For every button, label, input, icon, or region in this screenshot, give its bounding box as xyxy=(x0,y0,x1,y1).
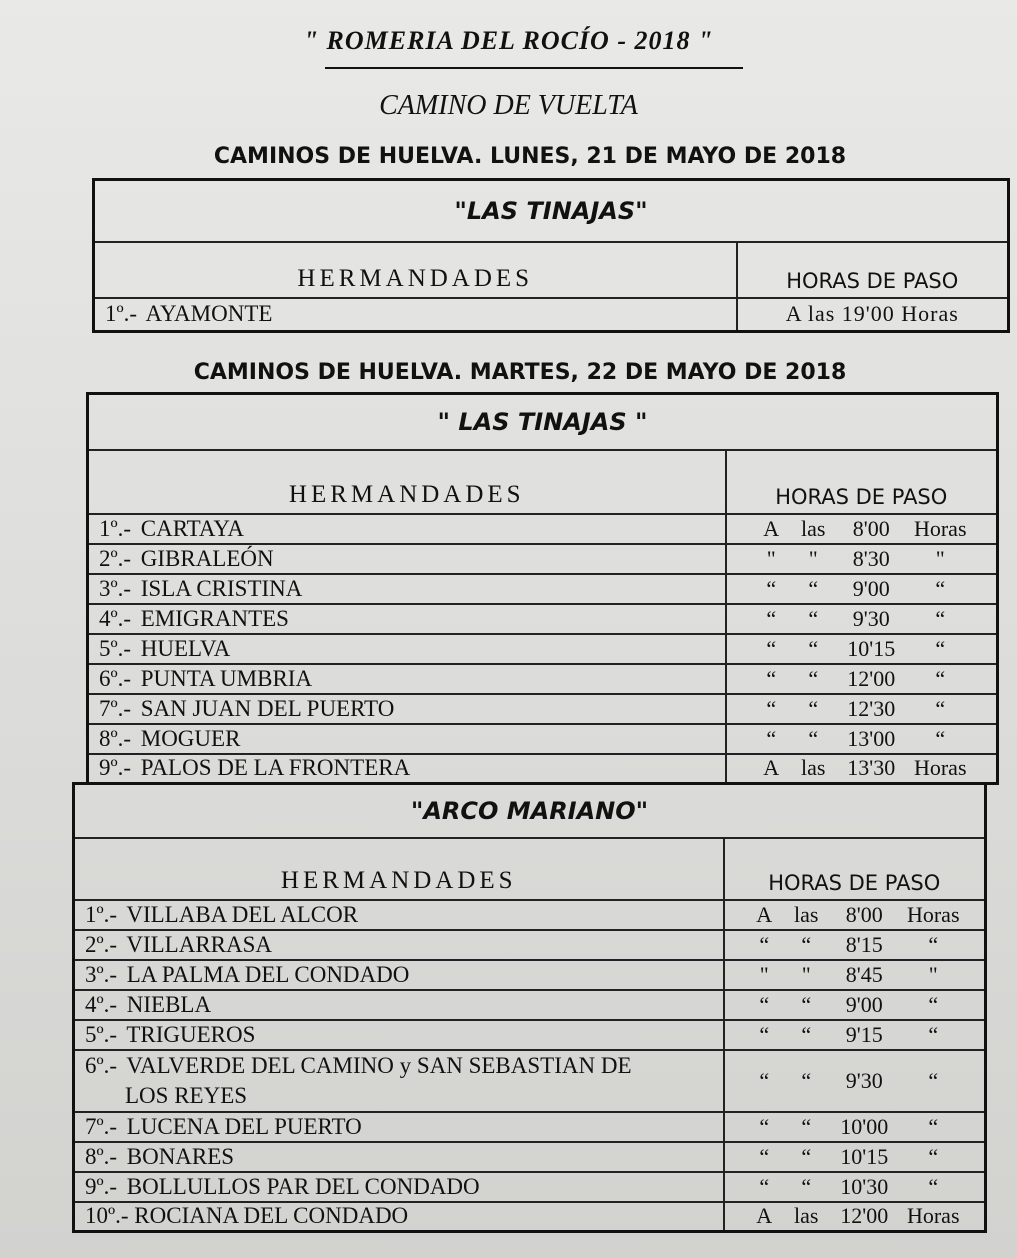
row-ordinal: 5º.- xyxy=(85,1021,118,1047)
table-row-name xyxy=(88,664,726,694)
time-prep: “ xyxy=(801,1143,812,1169)
time-value: 10'15 xyxy=(847,635,896,661)
time-value: 8'15 xyxy=(845,931,883,957)
time-prefix: “ xyxy=(766,605,777,631)
document-title: " ROMERIA DEL ROCÍO - 2018 " xyxy=(303,26,714,55)
row-hermandad: VILLABA DEL ALCOR xyxy=(126,901,359,927)
las-tinajas-venue: " LAS TINAJAS " xyxy=(88,394,998,450)
row-ordinal: 6º.- xyxy=(99,665,132,691)
time-prefix: “ xyxy=(766,695,777,721)
time-prefix: “ xyxy=(766,635,777,661)
table-row-name xyxy=(74,1172,724,1202)
row-hermandad: TRIGUEROS xyxy=(126,1021,256,1047)
time-prefix: “ xyxy=(766,575,777,601)
table-row-name xyxy=(88,634,726,664)
time-prep: “ xyxy=(808,605,819,631)
arco-mariano-venue: "ARCO MARIANO" xyxy=(74,784,986,838)
time-value: 12'00 xyxy=(847,665,896,691)
time-prefix: A xyxy=(763,755,780,781)
time-suffix: Horas xyxy=(913,755,967,781)
row-hermandad: LUCENA DEL PUERTO xyxy=(126,1113,362,1139)
table-row-time xyxy=(724,1202,986,1232)
day2-arco-mariano-table xyxy=(72,782,987,1233)
time-prep: “ xyxy=(801,1173,812,1199)
table-row-time xyxy=(724,1172,986,1202)
time-suffix: “ xyxy=(928,931,939,957)
day1-col-hermandades: HERMANDADES xyxy=(94,242,737,298)
row-ordinal: 7º.- xyxy=(99,695,132,721)
time-prefix: “ xyxy=(759,931,770,957)
row-hermandad-continued: LOS REYES xyxy=(125,1082,248,1108)
time-prefix: “ xyxy=(766,725,777,751)
table-row-name xyxy=(74,1202,724,1232)
time-prefix: " xyxy=(766,545,776,571)
time-suffix: Horas xyxy=(913,515,967,541)
time-prep: “ xyxy=(801,1067,812,1093)
table-row-name xyxy=(88,754,726,784)
table-row-name xyxy=(74,1020,724,1050)
time-suffix: “ xyxy=(935,665,946,691)
table-row-time xyxy=(726,724,998,754)
time-value: 13'00 xyxy=(847,725,896,751)
table-row-time xyxy=(724,930,986,960)
table-row-time xyxy=(724,1112,986,1142)
time-prep: “ xyxy=(808,575,819,601)
time-value: 8'00 xyxy=(845,901,883,927)
time-prep: las xyxy=(801,755,826,781)
row-ordinal: 1º.- xyxy=(85,901,118,927)
row-ordinal: 4º.- xyxy=(99,605,132,631)
time-suffix: Horas xyxy=(906,1203,960,1229)
time-value: 13'30 xyxy=(847,755,896,781)
time-suffix: “ xyxy=(935,635,946,661)
time-suffix: " xyxy=(935,545,945,571)
table-row-name xyxy=(74,900,724,930)
row-hermandad: GIBRALEÓN xyxy=(140,545,274,571)
table-row-name xyxy=(74,1050,724,1112)
row-hermandad: NIEBLA xyxy=(126,991,212,1017)
table-row-time xyxy=(724,900,986,930)
time-prefix: “ xyxy=(759,991,770,1017)
table-row-time xyxy=(726,664,998,694)
time-prefix: “ xyxy=(759,1143,770,1169)
table-row-name xyxy=(88,514,726,544)
time-suffix: Horas xyxy=(906,901,960,927)
row-ordinal: 9º.- xyxy=(99,755,132,781)
table-row-time xyxy=(726,634,998,664)
table-row-time xyxy=(724,990,986,1020)
day1-heading: CAMINOS DE HUELVA. LUNES, 21 DE MAYO DE 2018 xyxy=(213,144,847,169)
row-ordinal: 1º.- xyxy=(99,515,132,541)
time-prefix: “ xyxy=(759,1173,770,1199)
table-row-name xyxy=(74,1142,724,1172)
table-row-name xyxy=(74,1112,724,1142)
table-row-time xyxy=(726,754,998,784)
document-subtitle: CAMINO DE VUELTA xyxy=(379,90,638,121)
time-prefix: A xyxy=(756,1203,773,1229)
table-row-time xyxy=(726,694,998,724)
time-prep: las xyxy=(794,1203,819,1229)
row-hermandad: AYAMONTE xyxy=(145,301,273,327)
time-value: 9'00 xyxy=(845,991,883,1017)
table-row-name xyxy=(74,930,724,960)
time-value: 12'30 xyxy=(847,695,896,721)
row-ordinal: 4º.- xyxy=(85,991,118,1017)
table-row-name xyxy=(94,298,737,332)
row-hermandad: PALOS DE LA FRONTERA xyxy=(140,755,411,781)
row-ordinal: 2º.- xyxy=(99,545,132,571)
time-prefix: “ xyxy=(766,665,777,691)
row-ordinal: 5º.- xyxy=(99,635,132,661)
time-prefix: “ xyxy=(759,1021,770,1047)
time-value: 10'15 xyxy=(840,1143,889,1169)
time-suffix: “ xyxy=(928,1113,939,1139)
row-hermandad: PUNTA UMBRIA xyxy=(140,665,313,691)
table-row-name xyxy=(88,724,726,754)
time-value: 9'30 xyxy=(852,605,890,631)
row-ordinal: 3º.- xyxy=(99,575,132,601)
arco-mariano-col-hermandades: HERMANDADES xyxy=(74,838,724,900)
time-suffix: “ xyxy=(928,1067,939,1093)
row-ordinal: 10º.- xyxy=(85,1203,129,1229)
row-hermandad: BONARES xyxy=(126,1143,235,1169)
time-prep: “ xyxy=(808,725,819,751)
time-suffix: “ xyxy=(928,1143,939,1169)
time-value: 9'15 xyxy=(845,1021,883,1047)
time-suffix: “ xyxy=(935,725,946,751)
table-row-name xyxy=(88,574,726,604)
title-underline xyxy=(325,67,743,69)
time-prefix: “ xyxy=(759,1113,770,1139)
time-prep: “ xyxy=(808,635,819,661)
time-value: 8'30 xyxy=(852,545,890,571)
row-hermandad: ISLA CRISTINA xyxy=(140,575,303,601)
table-row-name xyxy=(88,694,726,724)
time-prep: “ xyxy=(808,695,819,721)
row-hermandad: EMIGRANTES xyxy=(140,605,289,631)
time-suffix: " xyxy=(928,961,938,987)
table-row-time xyxy=(724,1142,986,1172)
table-row-time xyxy=(726,514,998,544)
time-prep: “ xyxy=(801,931,812,957)
time-value: 8'00 xyxy=(852,515,890,541)
row-hermandad: MOGUER xyxy=(140,725,241,751)
time-prep: las xyxy=(794,901,819,927)
row-hermandad: VILLARRASA xyxy=(126,931,273,957)
time-prefix: " xyxy=(759,961,769,987)
day2-heading: CAMINOS DE HUELVA. MARTES, 22 DE MAYO DE 2018 xyxy=(193,360,847,385)
table-row-name xyxy=(88,544,726,574)
row-ordinal: 8º.- xyxy=(99,725,132,751)
day1-table xyxy=(92,178,1010,333)
day1-venue: "LAS TINAJAS" xyxy=(94,180,1009,242)
row-ordinal: 3º.- xyxy=(85,961,118,987)
row-ordinal: 9º.- xyxy=(85,1173,118,1199)
table-row-time xyxy=(726,574,998,604)
row-hermandad: SAN JUAN DEL PUERTO xyxy=(140,695,395,721)
las-tinajas-col-hermandades: HERMANDADES xyxy=(88,450,726,514)
time-prefix: A xyxy=(756,901,773,927)
time-value: 9'00 xyxy=(852,575,890,601)
time-suffix: “ xyxy=(928,1173,939,1199)
table-row-name xyxy=(74,960,724,990)
row-hermandad: BOLLULLOS PAR DEL CONDADO xyxy=(126,1173,480,1199)
time-value: 12'00 xyxy=(840,1203,889,1229)
table-row-time xyxy=(726,544,998,574)
arco-mariano-col-horas: HORAS DE PASO xyxy=(724,838,986,900)
table-row-name xyxy=(88,604,726,634)
day1-col-horas: HORAS DE PASO xyxy=(737,242,1009,298)
row-hermandad: VALVERDE DEL CAMINO y SAN SEBASTIAN DE xyxy=(126,1052,632,1078)
row-ordinal: 6º.- xyxy=(85,1052,118,1078)
table-row-time xyxy=(724,1050,986,1112)
row-time: A las 19'00 Horas xyxy=(785,301,959,327)
time-suffix: “ xyxy=(935,695,946,721)
time-prep: “ xyxy=(801,1021,812,1047)
time-suffix: “ xyxy=(928,991,939,1017)
row-hermandad: HUELVA xyxy=(140,635,231,661)
time-prefix: “ xyxy=(759,1067,770,1093)
row-hermandad: CARTAYA xyxy=(140,515,245,541)
time-prep: " xyxy=(801,961,811,987)
time-value: 9'30 xyxy=(845,1067,883,1093)
row-hermandad: ROCIANA DEL CONDADO xyxy=(134,1203,409,1229)
las-tinajas-col-horas: HORAS DE PASO xyxy=(726,450,998,514)
time-prep: “ xyxy=(801,1113,812,1139)
time-prefix: A xyxy=(763,515,780,541)
table-row-time xyxy=(724,1020,986,1050)
time-prep: “ xyxy=(801,991,812,1017)
time-value: 10'30 xyxy=(840,1173,889,1199)
time-prep: las xyxy=(801,515,826,541)
row-hermandad: LA PALMA DEL CONDADO xyxy=(126,961,410,987)
table-row-time xyxy=(737,298,1009,332)
day2-las-tinajas-table xyxy=(86,392,999,785)
time-suffix: “ xyxy=(935,605,946,631)
time-value: 8'45 xyxy=(845,961,883,987)
row-ordinal: 7º.- xyxy=(85,1113,118,1139)
table-row-name xyxy=(74,990,724,1020)
row-ordinal: 2º.- xyxy=(85,931,118,957)
time-prep: “ xyxy=(808,665,819,691)
row-ordinal: 1º.- xyxy=(105,301,138,327)
time-prep: " xyxy=(808,545,818,571)
time-suffix: “ xyxy=(928,1021,939,1047)
table-row-time xyxy=(724,960,986,990)
time-value: 10'00 xyxy=(840,1113,889,1139)
time-suffix: “ xyxy=(935,575,946,601)
table-row-time xyxy=(726,604,998,634)
row-ordinal: 8º.- xyxy=(85,1143,118,1169)
